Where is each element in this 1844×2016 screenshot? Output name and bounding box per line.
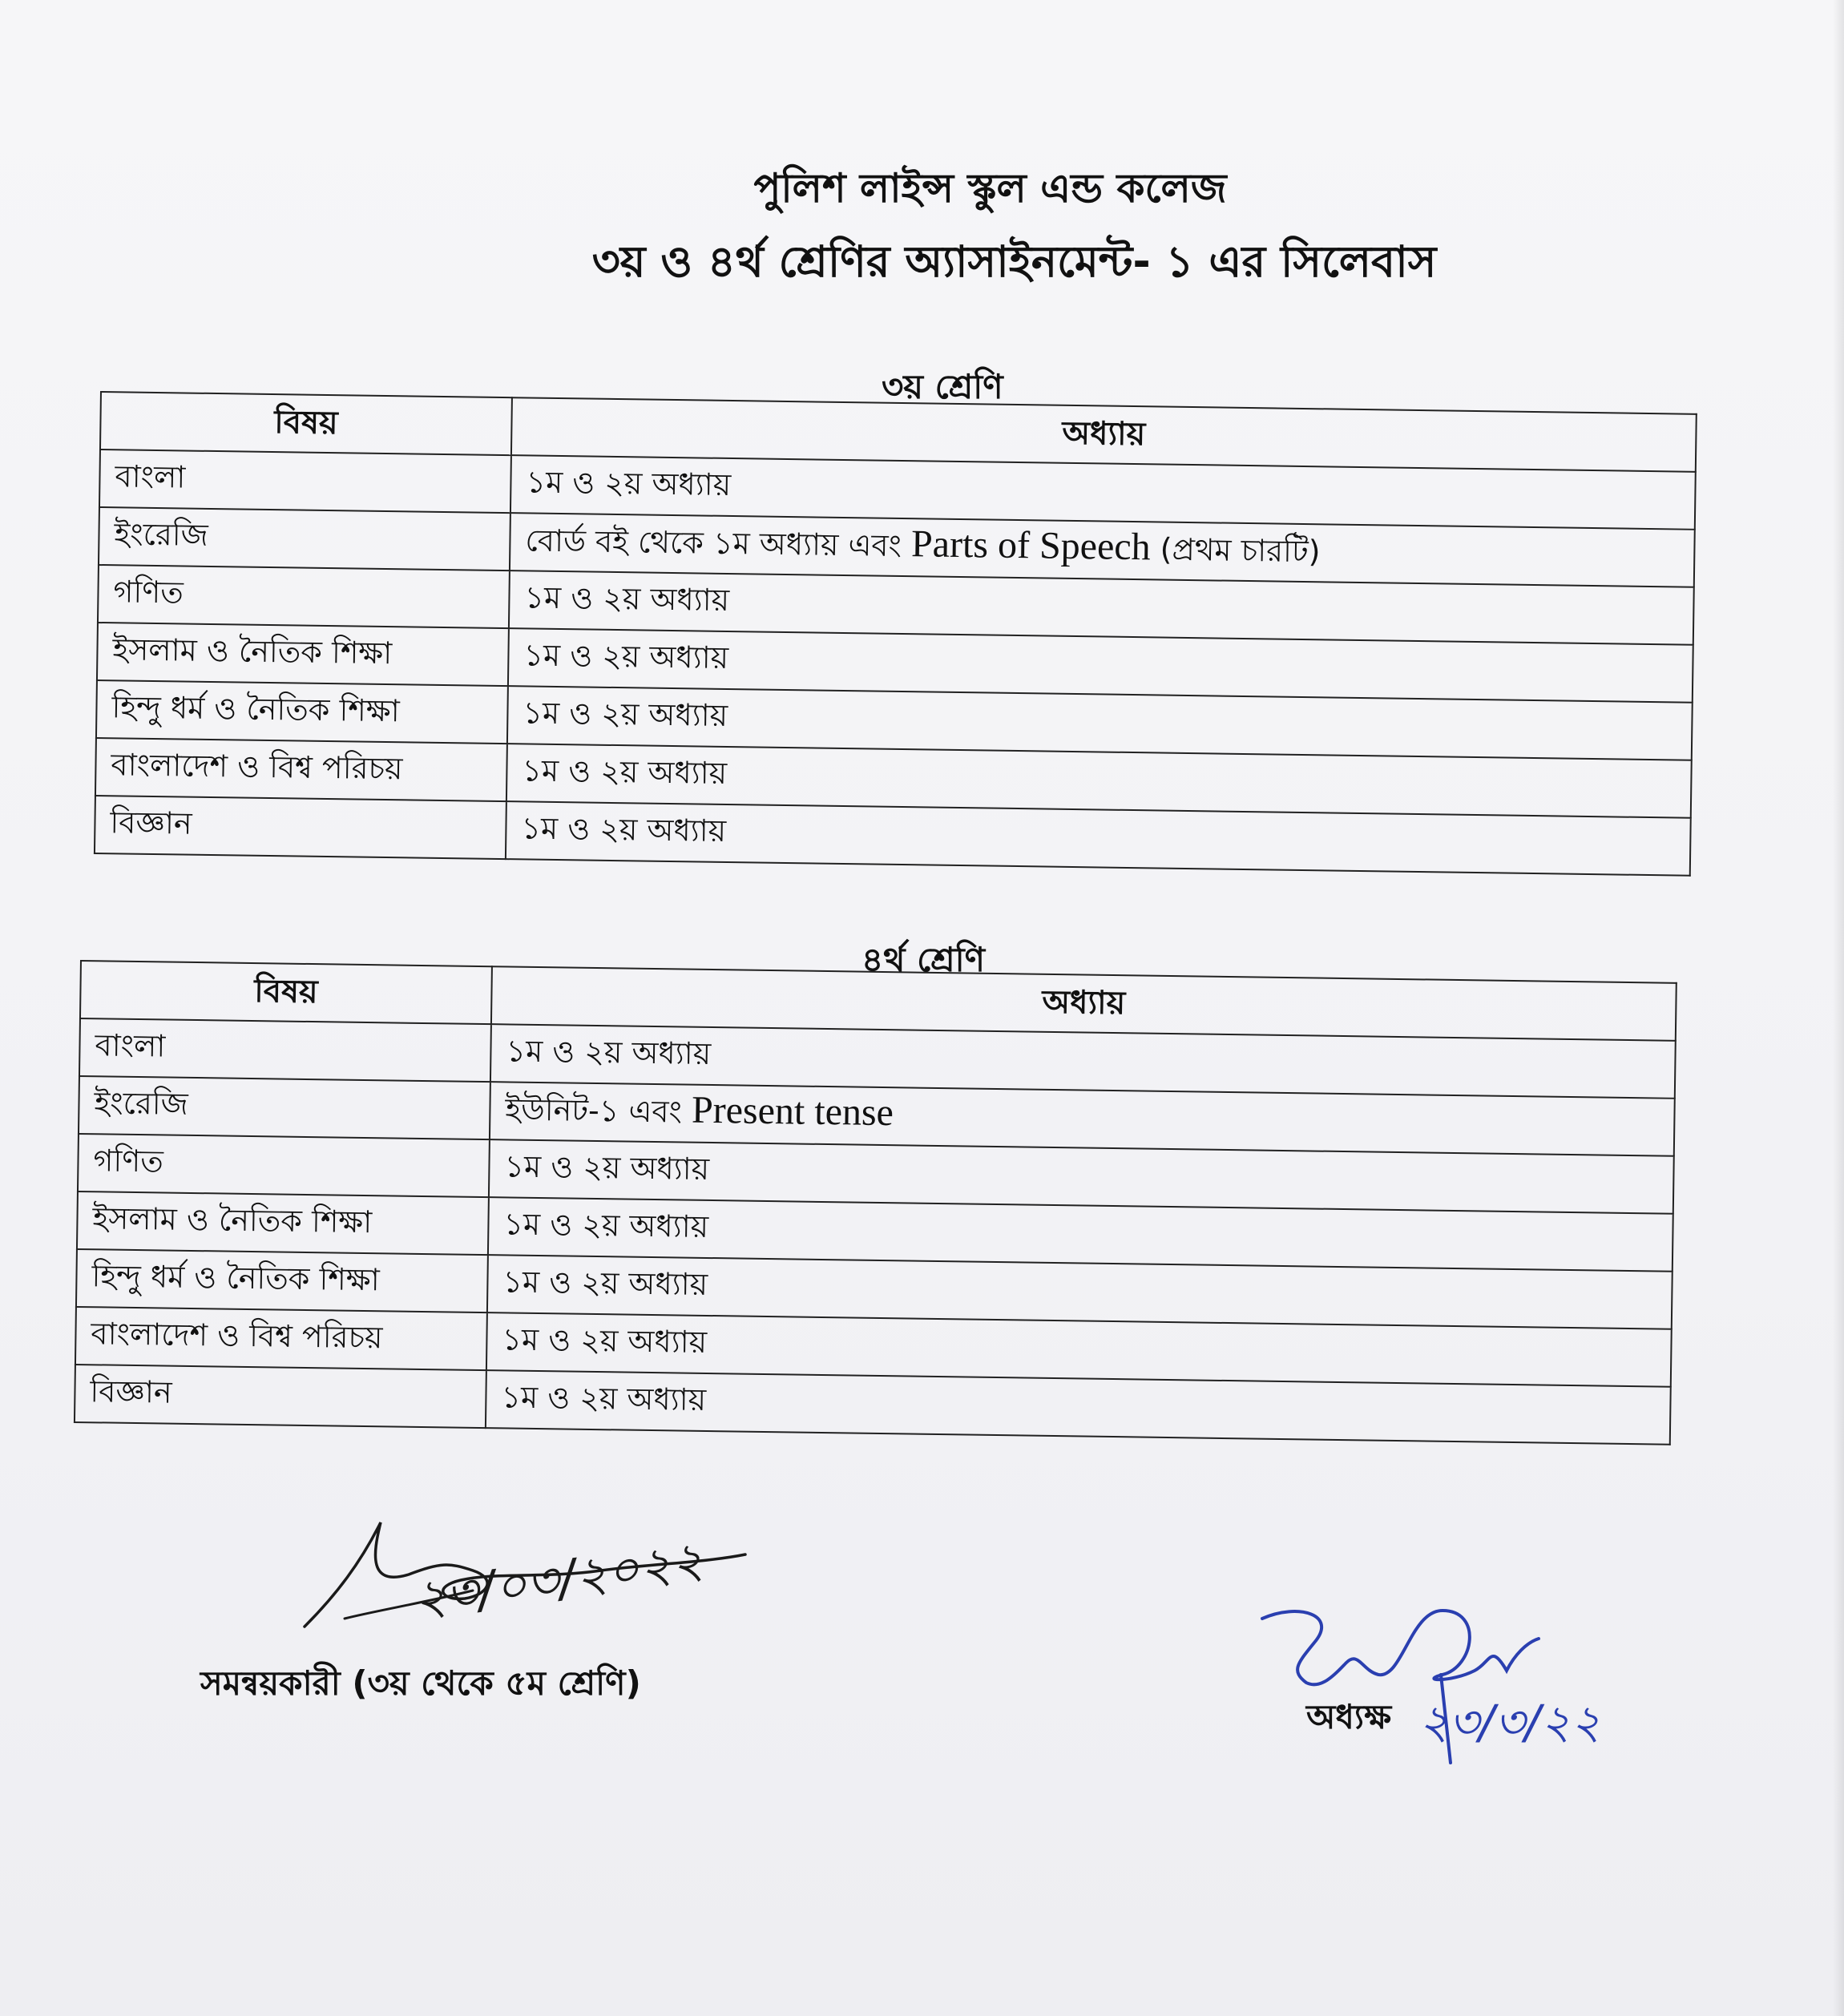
chapter-text-bn: ইউনিট-১ এবং <box>505 1091 692 1130</box>
principal-label: অধ্যক্ষ <box>1306 1697 1392 1736</box>
column-header-chapter: অধ্যায় <box>511 397 1697 472</box>
subject-cell: ইসলাম ও নৈতিক শিক্ষা <box>77 1191 489 1255</box>
subject-cell: গণিত <box>78 1134 490 1197</box>
subject-cell: ইসলাম ও নৈতিক শিক্ষা <box>97 623 509 686</box>
chapter-cell: ১ম ও ২য় অধ্যায় <box>506 801 1691 876</box>
subject-cell: বাংলা <box>79 1018 491 1082</box>
chapter-cell: ১ম ও ২য় অধ্যায় <box>486 1370 1671 1445</box>
institution-name: পুলিশ লাইন্স স্কুল এন্ড কলেজ <box>753 165 1227 212</box>
chapter-cell: ১ম ও ২য় অধ্যায় <box>486 1312 1672 1387</box>
principal-signature-date: ২৩/৩/২২ <box>1418 1695 1601 1749</box>
subject-cell: ইংরেজি <box>99 507 510 571</box>
class3-syllabus-table <box>94 391 1697 877</box>
subject-cell: হিন্দু ধর্ম ও নৈতিক শিক্ষা <box>96 680 508 744</box>
column-header-chapter: অধ্যায় <box>491 966 1677 1041</box>
chapter-cell: ১ম ও ২য় অধ্যায় <box>506 744 1692 818</box>
subject-cell: বিজ্ঞান <box>95 796 506 859</box>
subject-cell: হিন্দু ধর্ম ও নৈতিক শিক্ষা <box>76 1249 488 1312</box>
chapter-cell: ১ম ও ২য় অধ্যায় <box>509 571 1694 645</box>
chapter-cell: ১ম ও ২য় অধ্যায় <box>489 1139 1674 1214</box>
subject-cell: বিজ্ঞান <box>75 1365 486 1428</box>
subject-cell: বাংলাদেশ ও বিশ্ব পরিচয় <box>95 738 507 801</box>
subject-cell: বাংলাদেশ ও বিশ্ব পরিচয় <box>75 1307 487 1370</box>
subject-cell: বাংলা <box>99 450 511 513</box>
column-header-subject: বিষয় <box>100 392 512 455</box>
chapter-cell: ১ম ও ২য় অধ্যায় <box>508 628 1693 703</box>
chapter-text-note: (প্রথম চারটি) <box>1150 530 1321 569</box>
chapter-text-en: Present tense <box>691 1088 894 1134</box>
subject-cell: ইংরেজি <box>79 1076 490 1139</box>
chapter-cell: ১ম ও ২য় অধ্যায় <box>490 1024 1676 1099</box>
class4-syllabus-table <box>74 960 1677 1445</box>
coordinator-signature-date: ২৩/০৩/২০২২ <box>410 1530 708 1629</box>
chapter-text-bn: বোর্ড বই থেকে ১ম অধ্যায় এবং <box>525 522 912 563</box>
chapter-text-en: Parts of Speech <box>910 522 1152 568</box>
chapter-cell: ১ম ও ২য় অধ্যায় <box>510 455 1696 530</box>
document-title: ৩য় ও ৪র্থ শ্রেণির অ্যাসাইনমেন্ট- ১ এর সিলেবাস <box>591 236 1437 287</box>
chapter-cell: ১ম ও ২য় অধ্যায় <box>507 686 1693 760</box>
chapter-cell: ১ম ও ২য় অধ্যায় <box>487 1255 1673 1329</box>
chapter-cell: ১ম ও ২য় অধ্যায় <box>488 1197 1673 1272</box>
subject-cell: গণিত <box>98 565 510 628</box>
class3-heading: ৩য় শ্রেণি <box>882 367 1003 406</box>
class4-heading: ৪র্থ শ্রেণি <box>861 940 986 979</box>
column-header-subject: বিষয় <box>80 961 492 1024</box>
coordinator-label: সমন্বয়কারী (৩য় থেকে ৫ম শ্রেণি) <box>200 1663 641 1703</box>
scan-edge-shadow <box>1833 0 1844 2016</box>
